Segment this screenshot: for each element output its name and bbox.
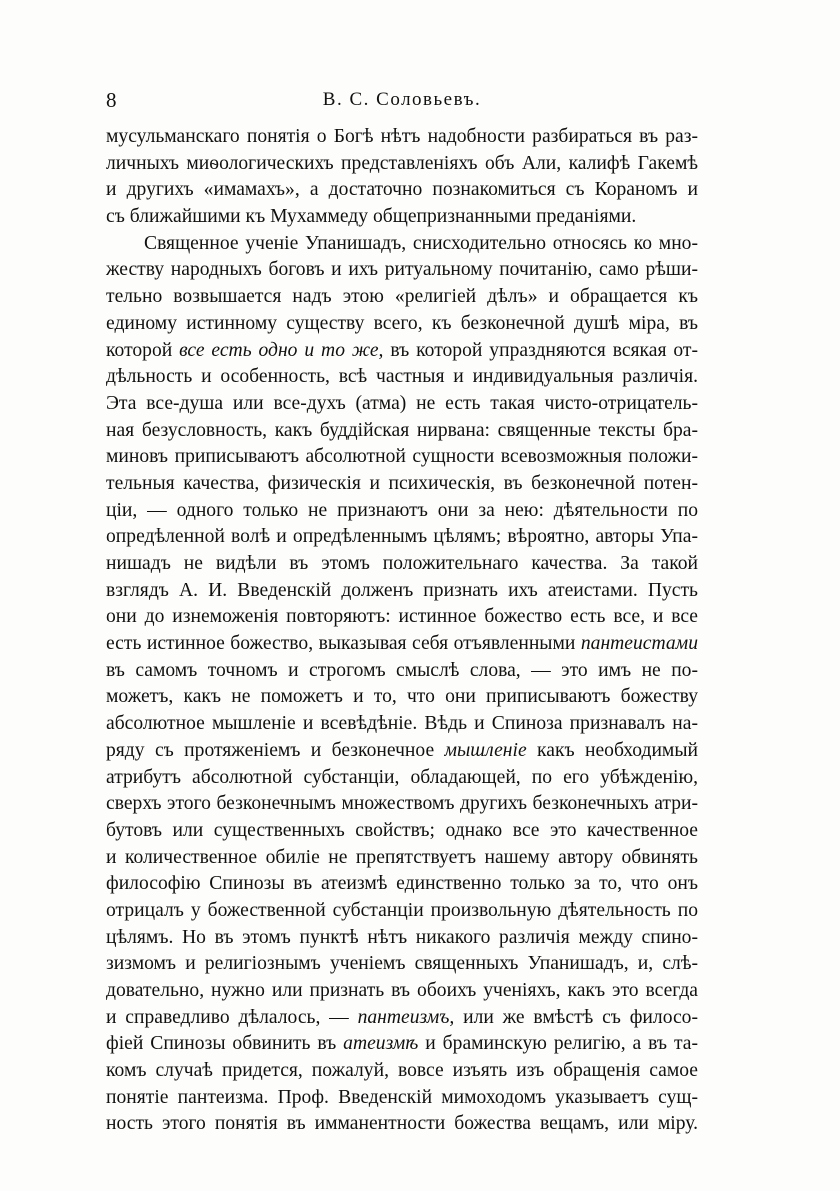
text-segment: можетъ, какъ не поможетъ и то, что они приписываютъ божеству <box>106 686 698 708</box>
text-segment: отрицалъ у божественной субстанціи произвольную дѣятельность по <box>106 899 698 921</box>
text-line <box>106 925 698 952</box>
italic-segment: все есть одно и то же, <box>179 339 384 361</box>
text-line <box>106 818 698 845</box>
text-segment: Эта все-душа или все-духъ (атма) не есть такая чисто-отрицатель- <box>106 392 698 414</box>
text-line <box>106 364 698 391</box>
text-line <box>106 791 698 818</box>
text-segment: дѣльность и особенность, всѣ частныя и индивидуальныя различія. <box>106 366 698 388</box>
text-segment: цѣлямъ. Но въ этомъ пунктѣ нѣтъ никакого различія между спино- <box>106 926 698 948</box>
text-segment: тельныя качества, физическія и психическія, въ безконечной потен- <box>106 472 698 494</box>
text-segment: философію Спинозы въ атеизмѣ единственно только за то, что онъ <box>106 873 698 895</box>
text-line <box>106 151 698 178</box>
running-head <box>106 88 698 112</box>
body-text <box>106 124 698 1138</box>
text-segment: и браминскую религію, а въ та- <box>418 1033 698 1055</box>
text-line <box>106 391 698 418</box>
text-segment: атрибутъ абсолютной субстанціи, обладающей, по его убѣжденію, <box>106 766 698 788</box>
text-line <box>106 978 698 1005</box>
text-segment: мусульманскаго понятія о Богѣ нѣтъ надобности разбираться въ раз- <box>106 126 698 147</box>
text-segment: сверхъ этого безконечнымъ множествомъ другихъ безконечныхъ атри- <box>106 793 698 815</box>
text-line <box>106 1005 698 1032</box>
page-number: 8 <box>106 88 117 112</box>
text-line <box>106 1058 698 1085</box>
text-segment: какъ необходимый <box>526 739 698 761</box>
text-line <box>106 551 698 578</box>
text-line <box>106 631 698 658</box>
text-line <box>106 177 698 204</box>
text-segment: и другихъ «имамахъ», а достаточно познакомиться съ Кораномъ и <box>106 179 698 201</box>
text-line <box>106 1031 698 1058</box>
text-line <box>106 604 698 631</box>
text-segment: понятіе пантеизма. Проф. Введенскій мимоходомъ указываетъ сущ- <box>106 1086 698 1108</box>
text-line <box>106 951 698 978</box>
text-segment: нишадъ не видѣли въ этомъ положительнаго качества. За такой <box>106 553 698 574</box>
italic-segment: пантеистами <box>580 633 698 655</box>
text-segment: опредѣленной волѣ и опредѣленнымъ цѣлямъ; вѣроятно, авторы Упа- <box>106 526 698 548</box>
text-line <box>106 471 698 498</box>
text-line <box>106 658 698 685</box>
text-segment: фіей Спинозы обвинить въ <box>106 1033 344 1055</box>
text-segment: и количественное обиліе не препятствуетъ нашему автору обвинять <box>106 846 698 868</box>
text-segment: взглядъ А. И. Введенскій долженъ признать ихъ атеистами. Пусть <box>106 579 698 601</box>
text-line <box>106 765 698 792</box>
text-segment: жеству народныхъ боговъ и ихъ ритуальному почитанію, само рѣши- <box>106 259 698 281</box>
text-segment: въ которой упраздняются всякая от- <box>383 339 698 361</box>
text-segment: ціи, — одного только не признаютъ они за нею: дѣятельности по <box>106 499 698 521</box>
text-segment: тельно возвышается надъ этою «религіей дѣлъ» и обращается къ <box>106 286 698 308</box>
text-line <box>106 204 698 231</box>
text-line <box>106 578 698 605</box>
text-segment: абсолютное мышленіе и всевѣдѣніе. Вѣдь и Спиноза признавалъ на- <box>106 713 698 735</box>
text-segment: или же вмѣстѣ съ филосо- <box>454 1006 698 1028</box>
text-segment: ность этого понятія въ имманентности божества вещамъ, или міру. <box>106 1113 698 1135</box>
text-line <box>106 684 698 711</box>
text-line <box>106 524 698 551</box>
text-segment: миновъ приписываютъ абсолютной сущности всевозможныя положи- <box>106 446 698 468</box>
text-line <box>106 898 698 925</box>
text-line <box>106 1085 698 1112</box>
italic-segment: атеизмѣ <box>343 1033 419 1055</box>
text-line <box>106 257 698 284</box>
text-segment: съ ближайшими къ Мухаммеду общепризнанными преданіями. <box>106 206 637 228</box>
text-line <box>106 444 698 471</box>
text-segment: личныхъ миѳологическихъ представленіяхъ объ Али, калифѣ Гакемѣ <box>106 152 698 174</box>
italic-segment: пантеизмъ, <box>357 1006 455 1028</box>
text-segment: ная безусловность, какъ буддійская нирвана: священные тексты бра- <box>106 419 698 441</box>
text-line <box>106 124 698 151</box>
text-line <box>106 711 698 738</box>
text-segment: довательно, нужно или признать въ обоихъ ученіяхъ, какъ это всегда <box>106 980 698 1001</box>
text-segment: есть истинное божество, выказывая себя отъявленными <box>106 633 581 655</box>
text-segment: бутовъ или существенныхъ свойствъ; однако все это качественное <box>106 819 698 841</box>
text-line <box>106 311 698 338</box>
text-line <box>106 1111 698 1138</box>
text-line <box>106 871 698 898</box>
text-segment: въ самомъ точномъ и строгомъ смыслѣ слова, — это имъ не по- <box>106 659 698 681</box>
italic-segment: мышленіе <box>444 739 527 761</box>
text-line <box>106 284 698 311</box>
text-segment: единому истинному существу всего, къ безконечной душѣ міра, въ <box>106 312 698 334</box>
text-line <box>106 498 698 525</box>
text-segment: зизмомъ и религіознымъ ученіемъ священныхъ Упанишадъ, и, слѣ- <box>106 953 698 975</box>
running-title: В. С. Соловьевъ. <box>322 89 482 110</box>
text-segment: комъ случаѣ придется, пожалуй, вовсе изъять изъ обращенія самое <box>106 1060 698 1082</box>
text-segment: они до изнеможенія повторяютъ: истинное божество есть все, и все <box>106 606 698 628</box>
text-line <box>106 338 698 365</box>
text-segment: которой <box>106 339 180 361</box>
text-line <box>106 845 698 872</box>
text-segment: ряду съ протяженіемъ и безконечное <box>106 739 445 761</box>
text-segment: и справедливо дѣлалось, — <box>106 1006 358 1028</box>
text-segment: Священное ученіе Упанишадъ, снисходительно относясь ко мно- <box>144 232 698 254</box>
text-line <box>106 231 698 258</box>
text-line <box>106 738 698 765</box>
text-line <box>106 418 698 445</box>
